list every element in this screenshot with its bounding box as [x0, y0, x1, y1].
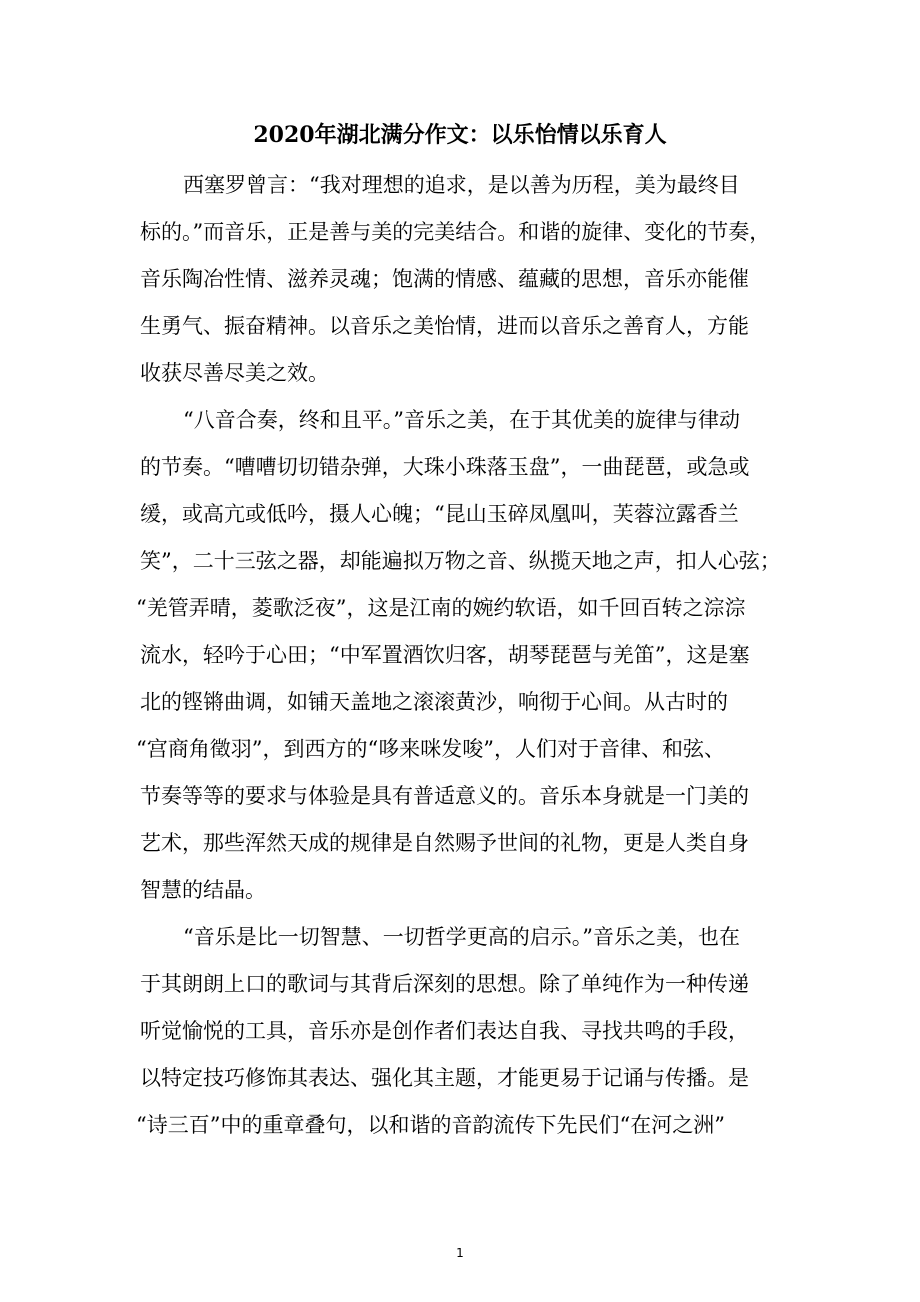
text-line: 音乐陶冶性情、滋养灵魂；饱满的情感、蕴藏的思想，音乐亦能催: [140, 267, 749, 291]
text-line: 智慧的结晶。: [140, 878, 266, 902]
text-line: 流水，轻吟于心田；“中军置酒饮归客，胡琴琵琶与羌笛”，这是塞: [140, 643, 750, 667]
text-line: 于其朗朗上口的歌词与其背后深刻的思想。除了单纯作为一种传递: [140, 972, 749, 996]
text-line: 西塞罗曾言：“我对理想的追求，是以善为历程，美为最终目: [183, 173, 740, 197]
text-line: 以特定技巧修饰其表达、强化其主题，才能更易于记诵与传播。是: [140, 1066, 749, 1090]
text-line: 生勇气、振奋精神。以音乐之美怡情，进而以音乐之善育人，方能: [140, 314, 749, 338]
text-line: 艺术，那些浑然天成的规律是自然赐予世间的礼物，更是人类自身: [140, 831, 749, 855]
text-line: 收获尽善尽美之效。: [140, 361, 329, 385]
text-line: “羌管弄晴，菱歌泛夜”，这是江南的婉约软语，如千回百转之淙淙: [136, 596, 746, 620]
text-line: “音乐是比一切智慧、一切哲学更高的启示。”音乐之美，也在: [183, 925, 740, 949]
text-line: 听觉愉悦的工具，音乐亦是创作者们表达自我、寻找共鸣的手段，: [140, 1019, 749, 1043]
text-line: 节奏等等的要求与体验是具有普适意义的。音乐本身就是一门美的: [140, 784, 749, 808]
text-line: 的节奏。“嘈嘈切切错杂弹，大珠小珠落玉盘”，一曲琵琶，或急或: [140, 455, 750, 479]
text-line: “宫商角徵羽”，到西方的“哆来咪发唆”，人们对于音律、和弦、: [136, 737, 725, 761]
text-line: “诗三百”中的重章叠句，以和谐的音韵流传下先民们“在河之洲”: [136, 1113, 725, 1137]
text-line: 标的。”而音乐，正是善与美的完美结合。和谐的旋律、变化的节奏，: [140, 220, 771, 244]
page-number: 1: [456, 1246, 464, 1260]
document-title: 2020年湖北满分作文：以乐怡情以乐育人: [253, 122, 667, 148]
text-line: 笑”，二十三弦之器，却能遍拟万物之音、纵揽天地之声，扣人心弦；: [140, 549, 781, 573]
text-line: “八音合奏，终和且平。”音乐之美，在于其优美的旋律与律动: [183, 408, 740, 432]
text-line: 北的铿锵曲调，如铺天盖地之滚滚黄沙，响彻于心间。从古时的: [140, 690, 728, 714]
text-line: 缓，或高亢或低吟，摄人心魄；“昆山玉碎凤凰叫，芙蓉泣露香兰: [140, 502, 739, 526]
